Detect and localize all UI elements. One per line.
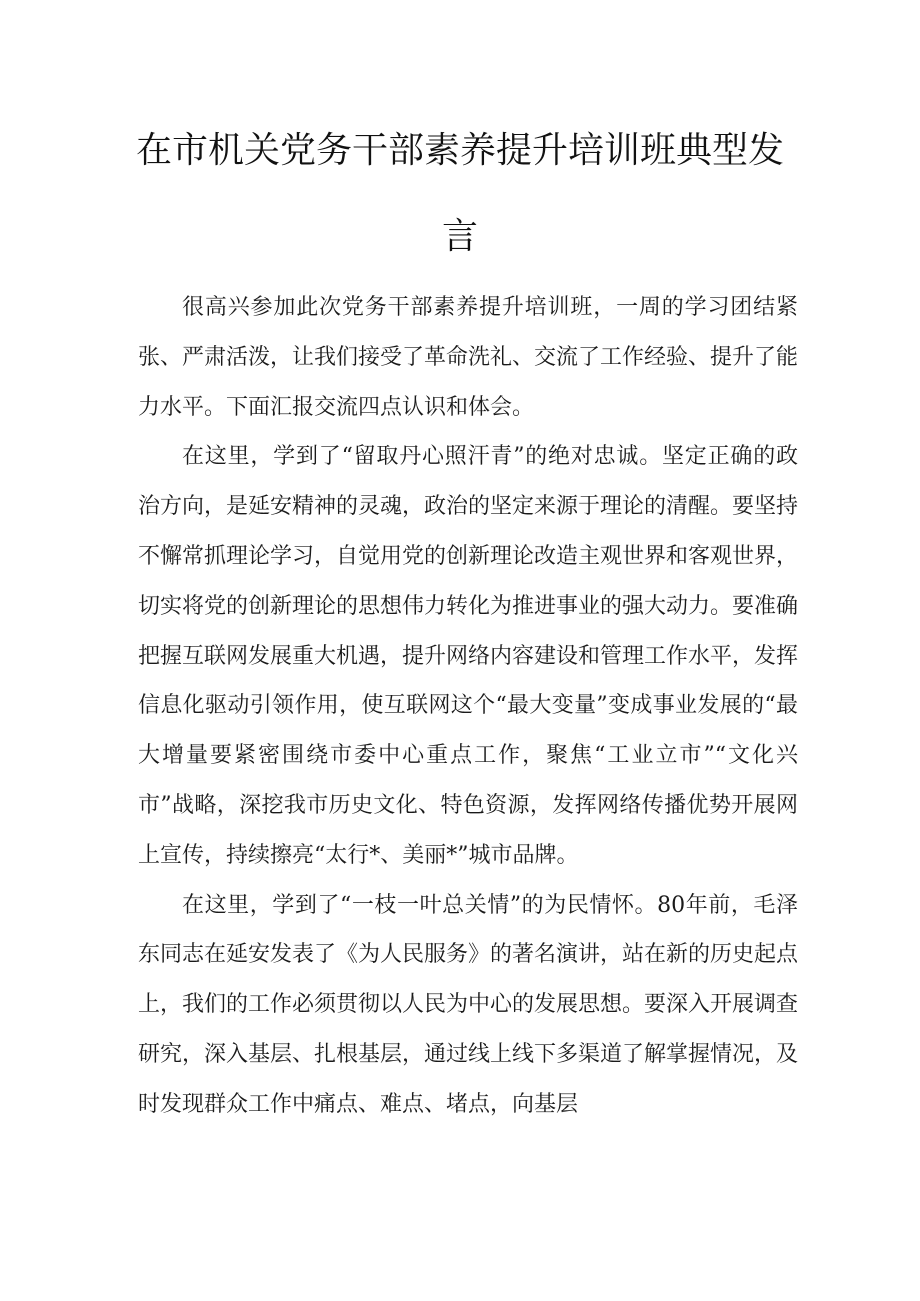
document-body xyxy=(138,283,798,1130)
paragraph-people: 在这里，学到了“一枝一叶总关情”的为民情怀。80年前，毛泽东同志在延安发表了《为人民服务》的著名演讲，站在新的历史起点上，我们的工作必须贯彻以人民为中心的发展思想。要深入开展调查研究，深入基层、扎根基层，通过线上线下多渠道了解掌握情况，及时发现群众工作中痛点、难点、堵点，向基层 xyxy=(138,892,799,1117)
paragraph-intro: 很高兴参加此次党务干部素养提升培训班，一周的学习团结紧张、严肃活泼，让我们接受了革命洗礼、交流了工作经验、提升了能力水平。下面汇报交流四点认识和体会。 xyxy=(138,295,799,420)
document-title-line-2: 言 xyxy=(441,216,478,257)
document-title-line-1: 在市机关党务干部素养提升培训班典型发 xyxy=(135,130,784,171)
paragraph-loyalty: 在这里，学到了“留取丹心照汗青”的绝对忠诚。坚定正确的政治方向，是延安精神的灵魂，政治的坚定来源于理论的清醒。要坚持不懈常抓理论学习，自觉用党的创新理论改造主观世界和客观世界，切实将党的创新理论的思想伟力转化为推进事业的强大动力。要准确把握互联网发展重大机遇，提升网络内容建设和管理工作水平，发挥信息化驱动引领作用，使互联网这个“最大变量”变成事业发展的“最大增量要紧密围绕市委中心重点工作，聚焦“工业立市”“文化兴市”战略，深挖我市历史文化、特色资源，发挥网络传播优势开展网上宣传，持续擦亮“太行*、美丽*”城市品牌。 xyxy=(138,444,799,868)
